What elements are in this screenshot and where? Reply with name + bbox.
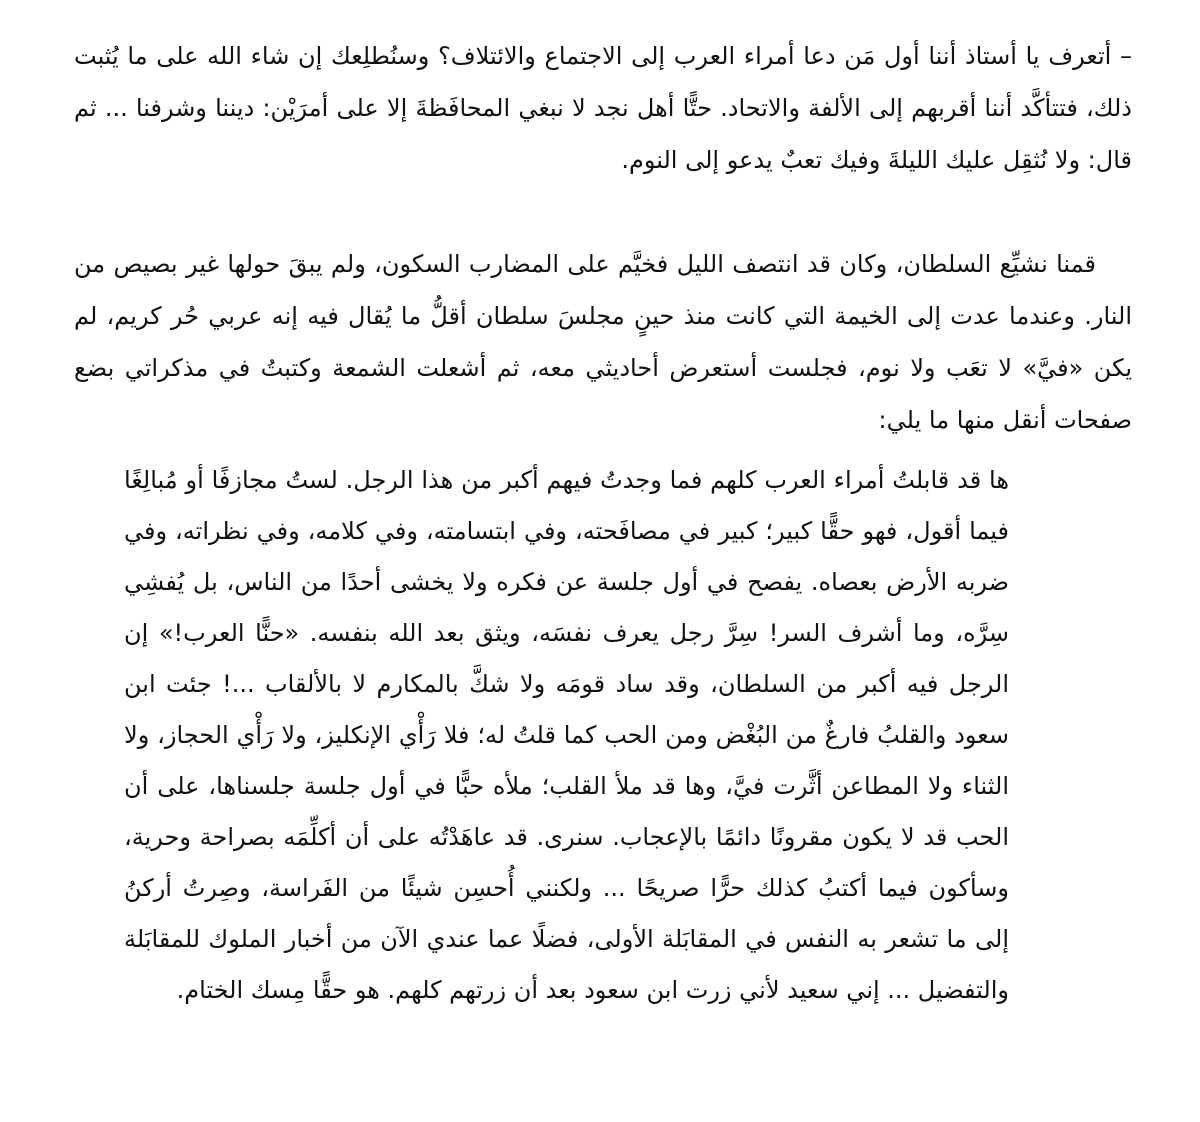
paragraph-narration: قمنا نشيِّع السلطان، وكان قد انتصف الليل فخيَّم على المضارب السكون، ولم يبقَ حولها غير بصيص من النار. وعندما عدت إلى الخيمة التي كانت منذ حينٍ مجلسَ سلطان أقلُّ ما يُقال فيه إنه عربي حُر كريم، لم يكن «فيَّ» لا تعَب ولا نوم، فجلست أستعرض أحاديثي معه، ثم أشعلت الشمعة وكتبتُ في مذكراتي بضع صفحات أنقل منها ما يلي: [74, 250, 1132, 434]
diary-quote: ها قد قابلتُ أمراء العرب كلهم فما وجدتُ فيهم أكبر من هذا الرجل. لستُ مجازفًا أو مُبالِغًا فيما أقول، فهو حقًّا كبير؛ كبير في مصافَحته، وفي ابتسامته، وفي كلامه، وفي نظراته، وفي ضربه الأرض بعصاه. يفصح في أول جلسة عن فكره ولا يخشى أحدًا من الناس، بل يُفشِي سِرَّه، وما أشرف السر! سِرَّ رجل يعرف نفسَه، ويثق بعد الله بنفسه. «حنًّا العرب!» إن الرجل فيه أكبر من السلطان، وقد ساد قومَه ولا شكَّ بالمكارم لا بالألقاب ...! جئت ابن سعود والقلبُ فارغٌ من البُغْض ومن الحب كما قلتُ له؛ فلا رَأْي الإنكليز، ولا رَأْي الحجاز، ولا الثناء ولا المطاعن أثَّرت فيَّ، وها قد ملأ القلب؛ ملأه حبًّا في أول جلسة جلسناها، على أن الحب قد لا يكون مقرونًا دائمًا بالإعجاب. سنرى. قد عاهَدْتُه على أن أكلِّمَه بصراحة وحرية، وسأكون فيما أكتبُ كذلك حرًّا صريحًا ... ولكنني أُحسِن شيئًا من الفَراسة، وصِرتُ أركنُ إلى ما تشعر به النفس في المقابَلة الأولى، فضلًا عما عندي الآن من أخبار الملوك للمقابَلة والتفضيل ... إني سعيد لأني زرت ابن سعود بعد أن زرتهم كلهم. هو حقًّا مِسك الختام. [124, 466, 1009, 1004]
paragraph-dialogue: – أتعرف يا أستاذ أننا أول مَن دعا أمراء العرب إلى الاجتماع والائتلاف؟ وسنُطلِعك إن شاء الله على ما يُثبت ذلك، فتتأكَّد أننا أقربهم إلى الألفة والاتحاد. حتًّا أهل نجد لا نبغي المحافَظةَ إلا على أمرَيْن: ديننا وشرفنا ... ثم قال: ولا نُثقِل عليك الليلةَ وفيك تعبٌ يدعو إلى النوم. [74, 42, 1132, 174]
